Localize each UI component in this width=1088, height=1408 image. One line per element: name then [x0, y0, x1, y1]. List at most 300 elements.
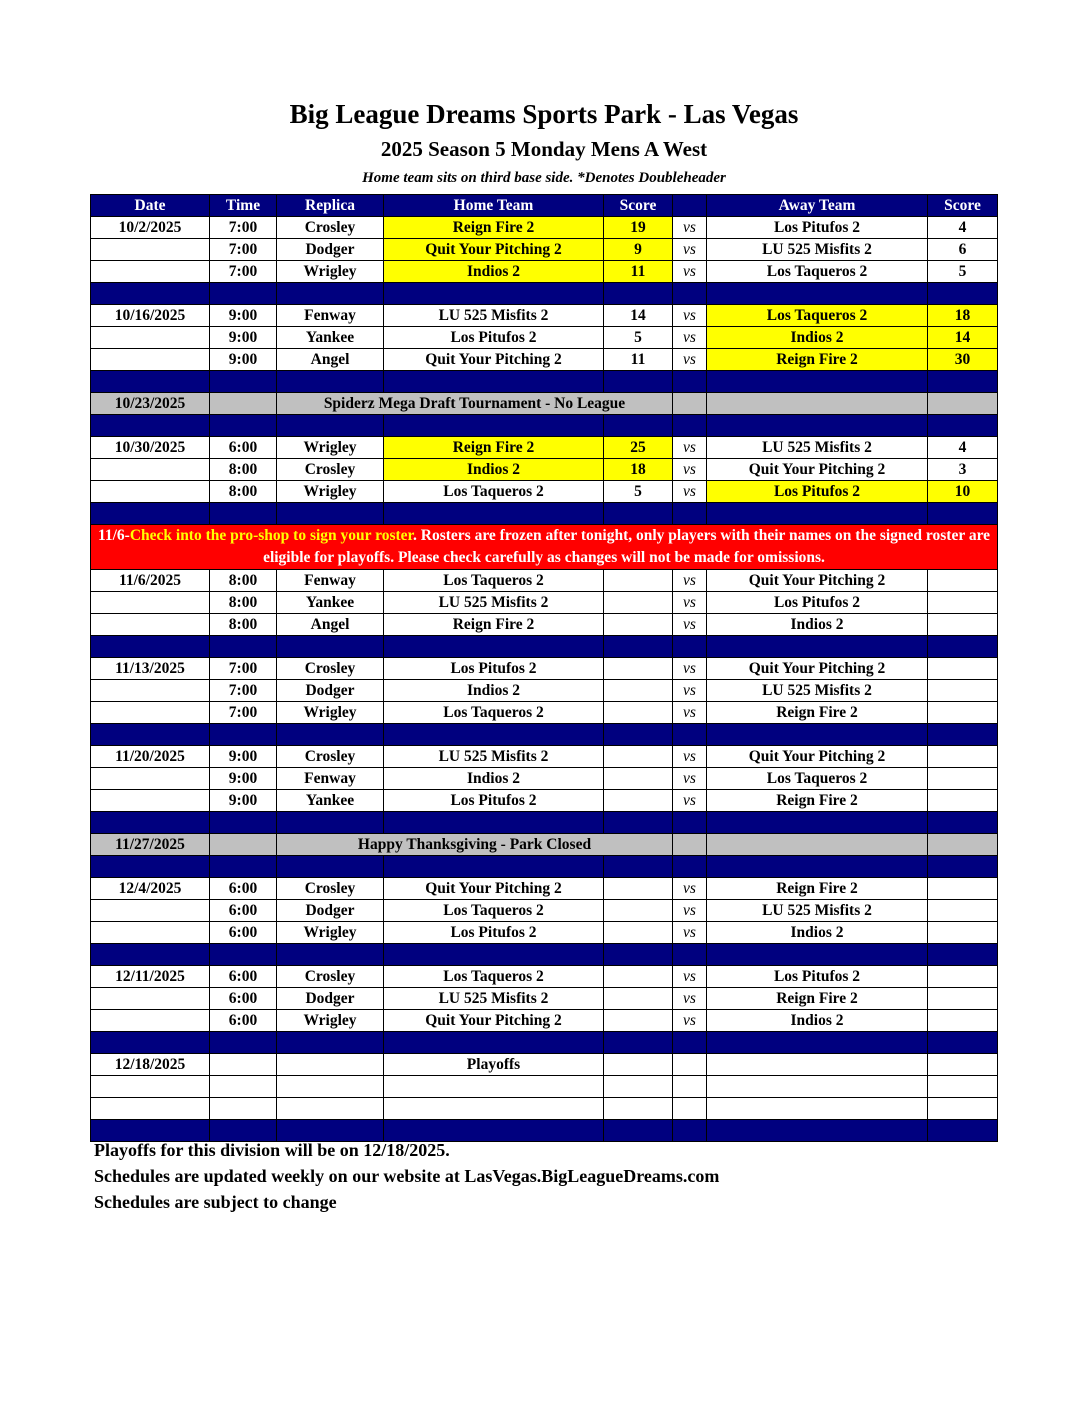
- away-score: [928, 680, 998, 702]
- game-date: 12/11/2025: [91, 966, 210, 988]
- notice-body: . Rosters are frozen after tonight, only players with their names on the signed roster are eligible for playoffs. Please check carefully as changes will not be made for omissions.: [263, 527, 991, 566]
- empty-cell: [707, 834, 928, 856]
- game-row: [91, 239, 998, 261]
- separator-cell: [277, 856, 384, 878]
- home-team: Indios 2: [384, 680, 604, 702]
- game-time: 7:00: [210, 261, 277, 283]
- separator-cell: [928, 636, 998, 658]
- away-score: [928, 878, 998, 900]
- empty-cell: [91, 239, 210, 261]
- separator-cell: [277, 1032, 384, 1054]
- game-row: [91, 680, 998, 702]
- game-field: Wrigley: [277, 481, 384, 503]
- separator-cell: [928, 415, 998, 437]
- separator-cell: [384, 944, 604, 966]
- game-date: 12/18/2025: [91, 1054, 210, 1076]
- empty-cell: [91, 790, 210, 812]
- separator-cell: [604, 283, 673, 305]
- vs-label: vs: [673, 437, 707, 459]
- home-team: Los Taqueros 2: [384, 900, 604, 922]
- game-row: [91, 481, 998, 503]
- vs-label: vs: [673, 768, 707, 790]
- separator-cell: [210, 1032, 277, 1054]
- separator-cell: [91, 724, 210, 746]
- empty-row: [91, 1098, 998, 1120]
- game-row: [91, 570, 998, 592]
- away-team: Los Pitufos 2: [707, 966, 928, 988]
- home-score: 18: [604, 459, 673, 481]
- game-date: 11/20/2025: [91, 746, 210, 768]
- separator-cell: [673, 415, 707, 437]
- separator-cell: [91, 415, 210, 437]
- empty-cell: [277, 1076, 384, 1098]
- game-time: 6:00: [210, 1010, 277, 1032]
- game-row: [91, 900, 998, 922]
- empty-cell: [91, 1076, 210, 1098]
- col-replica: Replica: [277, 195, 384, 217]
- game-time: 7:00: [210, 217, 277, 239]
- home-team: Los Pitufos 2: [384, 922, 604, 944]
- game-time: 8:00: [210, 614, 277, 636]
- away-team: LU 525 Misfits 2: [707, 437, 928, 459]
- game-row: [91, 922, 998, 944]
- away-team: Reign Fire 2: [707, 790, 928, 812]
- col-home-score: Score: [604, 195, 673, 217]
- home-team: Quit Your Pitching 2: [384, 878, 604, 900]
- footer-website-note: Schedules are updated weekly on our website at LasVegas.BigLeagueDreams.com: [94, 1166, 720, 1186]
- away-score: 4: [928, 437, 998, 459]
- home-score: [604, 592, 673, 614]
- separator-cell: [210, 371, 277, 393]
- separator-cell: [707, 1120, 928, 1142]
- game-time: 9:00: [210, 768, 277, 790]
- game-date: 10/30/2025: [91, 437, 210, 459]
- separator-cell: [707, 812, 928, 834]
- vs-label: vs: [673, 459, 707, 481]
- away-team: LU 525 Misfits 2: [707, 239, 928, 261]
- separator-cell: [91, 812, 210, 834]
- vs-label: vs: [673, 217, 707, 239]
- empty-cell: [673, 1054, 707, 1076]
- week-separator: [91, 944, 998, 966]
- home-score: [604, 570, 673, 592]
- away-score: 30: [928, 349, 998, 371]
- home-score: [604, 746, 673, 768]
- separator-cell: [604, 1120, 673, 1142]
- empty-cell: [91, 768, 210, 790]
- game-field: Dodger: [277, 680, 384, 702]
- game-field: Angel: [277, 614, 384, 636]
- separator-cell: [210, 283, 277, 305]
- empty-cell: [91, 1010, 210, 1032]
- vs-label: vs: [673, 570, 707, 592]
- home-team: Los Taqueros 2: [384, 481, 604, 503]
- away-score: 6: [928, 239, 998, 261]
- home-score: [604, 922, 673, 944]
- separator-cell: [604, 856, 673, 878]
- separator-cell: [277, 1120, 384, 1142]
- game-time: 8:00: [210, 570, 277, 592]
- game-field: Angel: [277, 349, 384, 371]
- home-score: 25: [604, 437, 673, 459]
- game-row: [91, 746, 998, 768]
- home-score: [604, 614, 673, 636]
- empty-cell: [210, 1076, 277, 1098]
- vs-label: vs: [673, 481, 707, 503]
- game-row: [91, 1010, 998, 1032]
- separator-cell: [277, 283, 384, 305]
- separator-cell: [210, 415, 277, 437]
- empty-cell: [673, 1076, 707, 1098]
- page-title: Big League Dreams Sports Park - Las Vegas: [289, 99, 799, 129]
- empty-row: [91, 1076, 998, 1098]
- week-separator: [91, 1120, 998, 1142]
- empty-cell: [91, 592, 210, 614]
- game-field: Crosley: [277, 878, 384, 900]
- game-row: [91, 878, 998, 900]
- separator-cell: [707, 415, 928, 437]
- separator-cell: [707, 283, 928, 305]
- separator-cell: [673, 1032, 707, 1054]
- separator-cell: [210, 724, 277, 746]
- separator-cell: [277, 371, 384, 393]
- game-date: 10/16/2025: [91, 305, 210, 327]
- separator-cell: [384, 415, 604, 437]
- page-subtitle: 2025 Season 5 Monday Mens A West: [380, 137, 708, 161]
- away-team: Indios 2: [707, 922, 928, 944]
- week-separator: [91, 1032, 998, 1054]
- game-time: 9:00: [210, 349, 277, 371]
- separator-cell: [91, 944, 210, 966]
- home-team: LU 525 Misfits 2: [384, 592, 604, 614]
- away-team: Quit Your Pitching 2: [707, 459, 928, 481]
- empty-cell: [604, 1076, 673, 1098]
- vs-label: vs: [673, 658, 707, 680]
- separator-cell: [928, 283, 998, 305]
- empty-cell: [210, 834, 277, 856]
- away-score: 10: [928, 481, 998, 503]
- away-score: [928, 702, 998, 724]
- separator-cell: [210, 856, 277, 878]
- separator-cell: [673, 283, 707, 305]
- separator-cell: [928, 944, 998, 966]
- away-score: [928, 658, 998, 680]
- separator-cell: [91, 1032, 210, 1054]
- empty-cell: [384, 1076, 604, 1098]
- vs-label: vs: [673, 239, 707, 261]
- separator-cell: [277, 724, 384, 746]
- empty-cell: [604, 1054, 673, 1076]
- separator-cell: [91, 503, 210, 525]
- home-score: [604, 768, 673, 790]
- away-team: LU 525 Misfits 2: [707, 900, 928, 922]
- empty-cell: [928, 1076, 998, 1098]
- game-time: 9:00: [210, 305, 277, 327]
- separator-cell: [928, 856, 998, 878]
- empty-cell: [91, 922, 210, 944]
- away-team: Los Taqueros 2: [707, 305, 928, 327]
- game-time: 7:00: [210, 680, 277, 702]
- away-team: Reign Fire 2: [707, 702, 928, 724]
- away-team: LU 525 Misfits 2: [707, 680, 928, 702]
- game-time: 6:00: [210, 900, 277, 922]
- game-row: [91, 261, 998, 283]
- empty-cell: [928, 1054, 998, 1076]
- empty-cell: [210, 1098, 277, 1120]
- separator-cell: [277, 636, 384, 658]
- home-score: [604, 988, 673, 1010]
- separator-cell: [277, 812, 384, 834]
- game-row: [91, 327, 998, 349]
- game-time: 9:00: [210, 746, 277, 768]
- home-score: 5: [604, 327, 673, 349]
- game-row: [91, 768, 998, 790]
- roster-notice: [91, 525, 998, 570]
- home-team: Los Pitufos 2: [384, 790, 604, 812]
- separator-cell: [384, 856, 604, 878]
- home-score: [604, 878, 673, 900]
- away-score: [928, 900, 998, 922]
- separator-cell: [277, 415, 384, 437]
- game-field: Yankee: [277, 327, 384, 349]
- empty-cell: [91, 702, 210, 724]
- separator-cell: [277, 944, 384, 966]
- empty-cell: [384, 1098, 604, 1120]
- separator-cell: [673, 1120, 707, 1142]
- separator-cell: [384, 1120, 604, 1142]
- separator-cell: [928, 1032, 998, 1054]
- away-score: 5: [928, 261, 998, 283]
- vs-label: vs: [673, 922, 707, 944]
- separator-cell: [673, 856, 707, 878]
- footer-change-note: Schedules are subject to change: [94, 1192, 337, 1212]
- notice-date: 11/6-: [97, 527, 130, 544]
- vs-label: vs: [673, 790, 707, 812]
- home-team-note: Home team sits on third base side. *Denotes Doubleheader: [362, 170, 726, 186]
- home-score: [604, 658, 673, 680]
- closed-week-row: [91, 393, 998, 415]
- vs-label: vs: [673, 614, 707, 636]
- home-team: Los Pitufos 2: [384, 658, 604, 680]
- col-vs: [673, 195, 707, 217]
- separator-cell: [604, 1032, 673, 1054]
- separator-cell: [673, 812, 707, 834]
- empty-cell: [673, 393, 707, 415]
- game-time: 6:00: [210, 922, 277, 944]
- empty-cell: [928, 393, 998, 415]
- empty-cell: [91, 900, 210, 922]
- home-team: LU 525 Misfits 2: [384, 305, 604, 327]
- separator-cell: [210, 812, 277, 834]
- game-field: Crosley: [277, 217, 384, 239]
- separator-cell: [384, 1032, 604, 1054]
- home-score: 11: [604, 349, 673, 371]
- separator-cell: [210, 944, 277, 966]
- game-date: 11/27/2025: [91, 834, 210, 856]
- vs-label: vs: [673, 680, 707, 702]
- empty-cell: [91, 1098, 210, 1120]
- separator-cell: [384, 283, 604, 305]
- empty-cell: [91, 680, 210, 702]
- home-score: [604, 1010, 673, 1032]
- vs-label: vs: [673, 327, 707, 349]
- closed-reason: Happy Thanksgiving - Park Closed: [277, 834, 673, 856]
- away-score: [928, 1010, 998, 1032]
- away-team: Reign Fire 2: [707, 349, 928, 371]
- home-score: 5: [604, 481, 673, 503]
- week-separator: [91, 812, 998, 834]
- game-time: 7:00: [210, 702, 277, 724]
- home-score: [604, 966, 673, 988]
- home-team: Indios 2: [384, 768, 604, 790]
- separator-cell: [384, 371, 604, 393]
- game-field: Wrigley: [277, 1010, 384, 1032]
- game-time: 6:00: [210, 988, 277, 1010]
- away-team: Indios 2: [707, 327, 928, 349]
- game-row: [91, 614, 998, 636]
- separator-cell: [384, 812, 604, 834]
- home-team: Quit Your Pitching 2: [384, 1010, 604, 1032]
- week-separator: [91, 856, 998, 878]
- separator-cell: [673, 503, 707, 525]
- separator-cell: [707, 856, 928, 878]
- empty-cell: [91, 349, 210, 371]
- col-away-score: Score: [928, 195, 998, 217]
- game-row: [91, 459, 998, 481]
- separator-cell: [673, 724, 707, 746]
- game-field: Wrigley: [277, 702, 384, 724]
- home-score: [604, 790, 673, 812]
- game-time: 8:00: [210, 592, 277, 614]
- home-team: Quit Your Pitching 2: [384, 349, 604, 371]
- game-field: Yankee: [277, 790, 384, 812]
- game-time: 6:00: [210, 966, 277, 988]
- vs-label: vs: [673, 746, 707, 768]
- header-row: [91, 195, 998, 217]
- away-team: Indios 2: [707, 1010, 928, 1032]
- separator-cell: [91, 856, 210, 878]
- separator-cell: [210, 636, 277, 658]
- away-team: Los Pitufos 2: [707, 481, 928, 503]
- footer-playoffs-note: Playoffs for this division will be on 12/18/2025.: [94, 1140, 450, 1160]
- closed-week-row: [91, 834, 998, 856]
- separator-cell: [604, 724, 673, 746]
- game-field: Dodger: [277, 239, 384, 261]
- home-score: [604, 702, 673, 724]
- home-team: Los Taqueros 2: [384, 966, 604, 988]
- separator-cell: [604, 371, 673, 393]
- away-team: Quit Your Pitching 2: [707, 746, 928, 768]
- week-separator: [91, 724, 998, 746]
- empty-cell: [707, 393, 928, 415]
- col-away-team: Away Team: [707, 195, 928, 217]
- empty-cell: [91, 614, 210, 636]
- game-field: Crosley: [277, 459, 384, 481]
- vs-label: vs: [673, 305, 707, 327]
- separator-cell: [384, 724, 604, 746]
- away-score: [928, 790, 998, 812]
- empty-cell: [210, 393, 277, 415]
- game-row: [91, 790, 998, 812]
- separator-cell: [707, 503, 928, 525]
- separator-cell: [928, 724, 998, 746]
- away-team: Los Pitufos 2: [707, 217, 928, 239]
- game-row: [91, 592, 998, 614]
- game-field: Wrigley: [277, 922, 384, 944]
- game-time: 7:00: [210, 239, 277, 261]
- vs-label: vs: [673, 900, 707, 922]
- away-score: [928, 746, 998, 768]
- week-separator: [91, 415, 998, 437]
- col-home-team: Home Team: [384, 195, 604, 217]
- home-team: LU 525 Misfits 2: [384, 988, 604, 1010]
- game-field: Fenway: [277, 768, 384, 790]
- vs-label: vs: [673, 1010, 707, 1032]
- game-date: 10/23/2025: [91, 393, 210, 415]
- game-date: 11/13/2025: [91, 658, 210, 680]
- separator-cell: [673, 636, 707, 658]
- game-row: [91, 966, 998, 988]
- game-row: [91, 349, 998, 371]
- away-team: Los Pitufos 2: [707, 592, 928, 614]
- home-team: Indios 2: [384, 459, 604, 481]
- empty-cell: [707, 1054, 928, 1076]
- game-row: [91, 988, 998, 1010]
- game-field: Wrigley: [277, 261, 384, 283]
- away-score: 3: [928, 459, 998, 481]
- away-score: 14: [928, 327, 998, 349]
- separator-cell: [210, 1120, 277, 1142]
- away-team: Los Taqueros 2: [707, 768, 928, 790]
- empty-cell: [928, 834, 998, 856]
- separator-cell: [604, 415, 673, 437]
- game-field: Yankee: [277, 592, 384, 614]
- home-score: 9: [604, 239, 673, 261]
- game-time: 6:00: [210, 437, 277, 459]
- empty-cell: [707, 1076, 928, 1098]
- col-time: Time: [210, 195, 277, 217]
- away-team: Indios 2: [707, 614, 928, 636]
- vs-label: vs: [673, 966, 707, 988]
- away-team: Quit Your Pitching 2: [707, 658, 928, 680]
- separator-cell: [277, 503, 384, 525]
- game-field: Dodger: [277, 900, 384, 922]
- empty-cell: [210, 1054, 277, 1076]
- week-separator: [91, 283, 998, 305]
- separator-cell: [707, 944, 928, 966]
- separator-cell: [928, 812, 998, 834]
- empty-cell: [604, 1098, 673, 1120]
- away-score: [928, 592, 998, 614]
- separator-cell: [928, 503, 998, 525]
- playoffs-label: Playoffs: [384, 1054, 604, 1076]
- away-team: Reign Fire 2: [707, 878, 928, 900]
- game-field: Crosley: [277, 658, 384, 680]
- empty-cell: [91, 327, 210, 349]
- empty-cell: [928, 1098, 998, 1120]
- empty-cell: [91, 459, 210, 481]
- vs-label: vs: [673, 592, 707, 614]
- home-team: Reign Fire 2: [384, 614, 604, 636]
- separator-cell: [928, 1120, 998, 1142]
- empty-cell: [91, 481, 210, 503]
- game-row: [91, 702, 998, 724]
- away-score: [928, 988, 998, 1010]
- vs-label: vs: [673, 702, 707, 724]
- home-score: 14: [604, 305, 673, 327]
- away-score: [928, 966, 998, 988]
- closed-reason: Spiderz Mega Draft Tournament - No League: [277, 393, 673, 415]
